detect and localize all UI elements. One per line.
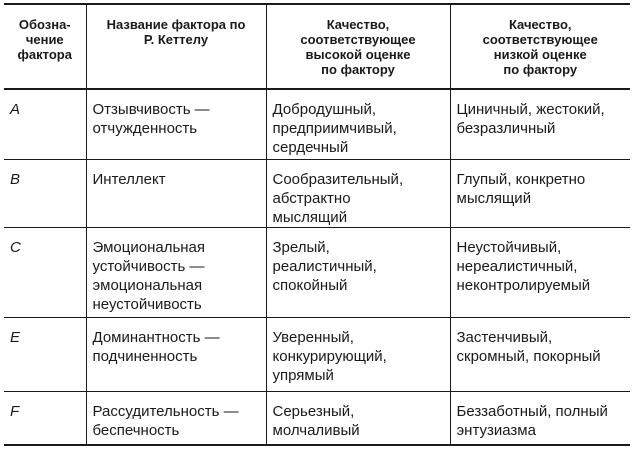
cattell-factors-table (4, 3, 630, 446)
factor-name: Доминантность — подчиненность (86, 317, 266, 391)
high-quality: Серьезный, молчаливый (266, 391, 450, 445)
low-quality: Неустойчивый, нереалистичный, неконтролируемый (450, 227, 630, 317)
factor-name: Рассудительность — беспечность (86, 391, 266, 445)
factor-code: F (4, 391, 86, 445)
table-row (4, 89, 630, 159)
header-low-quality: Качество, соответствующее низкой оценке по фактору (450, 4, 630, 89)
factor-name: Эмоциональная устойчивость — эмоциональная неустойчивость (86, 227, 266, 317)
header-factor-name: Название фактора по Р. Кеттелу (86, 4, 266, 89)
low-quality: Застенчивый, скромный, покорный (450, 317, 630, 391)
table-row (4, 159, 630, 227)
low-quality: Глупый, конкретно мыслящий (450, 159, 630, 227)
table-row (4, 317, 630, 391)
high-quality: Зрелый, реалистичный, спокойный (266, 227, 450, 317)
low-quality: Циничный, жестокий, безразличный (450, 89, 630, 159)
high-quality: Сообразительный, абстрактно мыслящий (266, 159, 450, 227)
factor-code: C (4, 227, 86, 317)
table-header-row (4, 4, 630, 89)
low-quality: Беззаботный, полный энтузиазма (450, 391, 630, 445)
high-quality: Добродушный, предприимчивый, сердечный (266, 89, 450, 159)
header-high-quality: Качество, соответствующее высокой оценке по фактору (266, 4, 450, 89)
factor-code: B (4, 159, 86, 227)
factor-code: A (4, 89, 86, 159)
header-factor-code: Обозна- чение фактора (4, 4, 86, 89)
factor-name: Отзывчивость — отчужденность (86, 89, 266, 159)
factor-code: E (4, 317, 86, 391)
table-row (4, 227, 630, 317)
table-row (4, 391, 630, 445)
factor-name: Интеллект (86, 159, 266, 227)
high-quality: Уверенный, конкурирующий, упрямый (266, 317, 450, 391)
